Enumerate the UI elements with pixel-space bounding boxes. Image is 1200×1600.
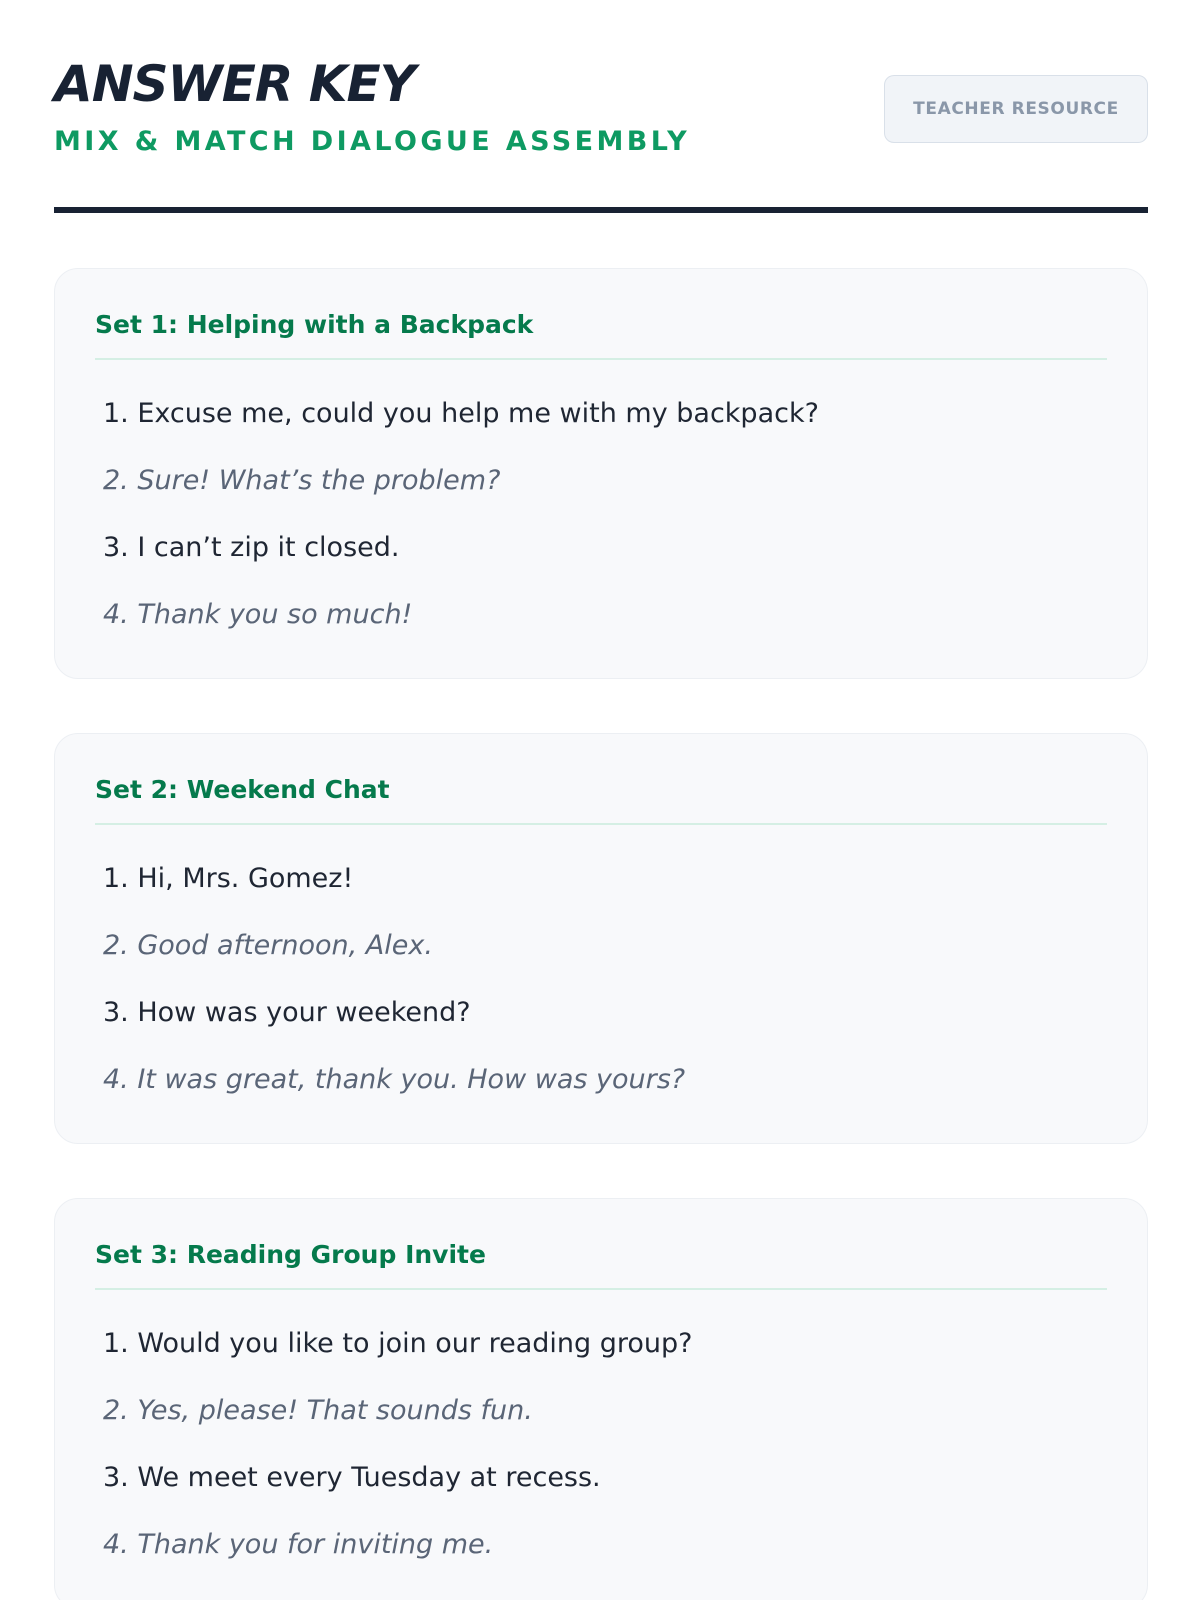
header-divider [54, 207, 1148, 213]
dialogue-line: 3. I can’t zip it closed. [103, 532, 400, 563]
dialogue-lines [95, 360, 1107, 648]
dialogue-line: 2. Yes, please! That sounds fun. [103, 1395, 533, 1426]
page-subtitle: MIX & MATCH DIALOGUE ASSEMBLY [54, 126, 691, 157]
dialogue-sets [54, 268, 1148, 1600]
set-card-2 [54, 733, 1148, 1144]
set-card-1 [54, 268, 1148, 679]
dialogue-line: 4. It was great, thank you. How was yours? [103, 1064, 686, 1095]
dialogue-line: 4. Thank you so much! [103, 599, 413, 630]
set-card-3 [54, 1198, 1148, 1600]
page-header [54, 0, 1148, 212]
dialogue-line: 4. Thank you for inviting me. [103, 1529, 494, 1560]
dialogue-line: 2. Good afternoon, Alex. [103, 930, 433, 961]
dialogue-line: 3. How was your weekend? [103, 997, 471, 1028]
dialogue-line: 2. Sure! What’s the problem? [103, 465, 501, 496]
page-title: ANSWER KEY [54, 55, 415, 113]
dialogue-line: 1. Excuse me, could you help me with my backpack? [103, 398, 819, 429]
dialogue-lines [95, 1290, 1107, 1578]
dialogue-line: 3. We meet every Tuesday at recess. [103, 1462, 601, 1493]
dialogue-line: 1. Would you like to join our reading group? [103, 1328, 693, 1359]
dialogue-lines [95, 825, 1107, 1113]
dialogue-line: 1. Hi, Mrs. Gomez! [103, 863, 354, 894]
teacher-resource-badge: TEACHER RESOURCE [884, 75, 1148, 143]
set-title: Set 2: Weekend Chat [95, 774, 1107, 825]
set-title: Set 1: Helping with a Backpack [95, 309, 1107, 360]
answer-key-page [54, 0, 1148, 1560]
set-title: Set 3: Reading Group Invite [95, 1239, 1107, 1290]
